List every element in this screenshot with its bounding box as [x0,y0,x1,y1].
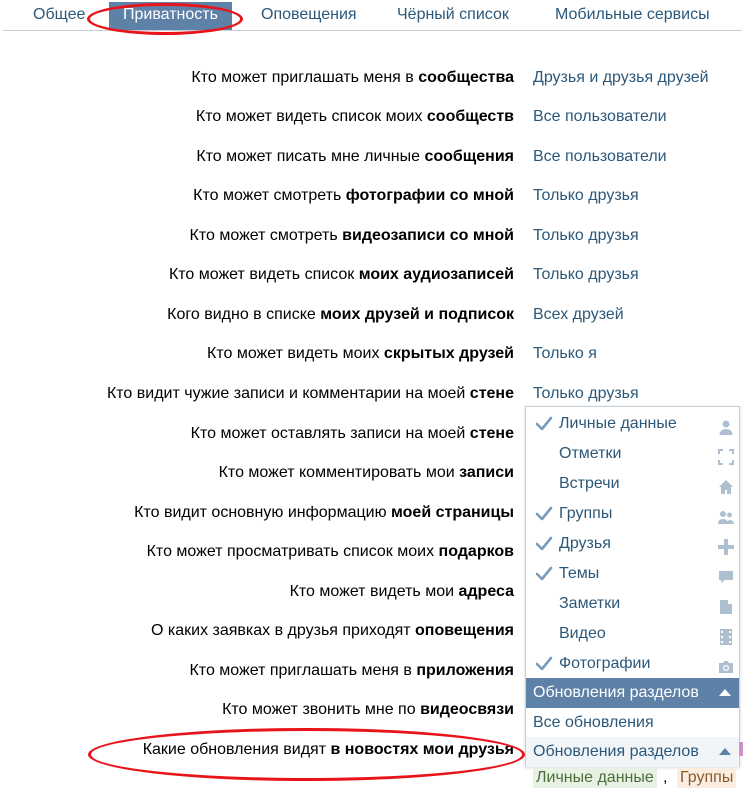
row-label-bold: фотографии со мной [345,187,514,204]
row-label [134,503,514,523]
row-label [107,384,514,404]
group-icon [718,506,734,522]
dropdown-item[interactable] [526,529,739,559]
dropdown-item[interactable] [526,409,739,439]
option-label: Обновления разделов [533,743,699,760]
row-label-text: Кто может видеть мои [289,583,459,600]
row-label-text: Кто видит основную информацию [134,504,392,521]
row-label [169,265,514,285]
row-label [147,542,514,562]
row-label-bold: видеосвязи [420,701,514,718]
dropdown-item[interactable] [526,499,739,529]
collapse-arrow-icon[interactable] [719,689,731,696]
option-section-updates[interactable] [526,737,739,767]
row-label-bold: подарков [438,543,514,560]
row-label-bold: сообщества [418,69,514,86]
dropdown-header[interactable] [526,678,739,708]
house-icon [718,476,734,492]
row-label-bold: приложения [416,662,514,679]
dropdown-item[interactable] [526,559,739,589]
tab-notifications[interactable]: Оповещения [261,6,357,23]
person-icon [718,416,734,432]
dropdown-item-label: Встречи [559,475,620,492]
chip-separator: , [663,769,668,786]
option-all-updates[interactable] [526,708,739,738]
row-label-text: Кто может звонить мне по [222,701,421,718]
dropdown-item-label: Личные данные [559,415,677,432]
row-value-link[interactable]: Только друзья [533,266,639,283]
row-label-bold: моих аудиозаписей [358,266,514,283]
row-value-link[interactable]: Только друзья [533,227,639,244]
row-label [196,147,514,167]
row-label-bold: оповещения [415,622,514,639]
frame-corners-icon [718,446,734,462]
row-label-text: Какие обновления видят [142,741,331,758]
row-label-text: Кто может смотреть [189,227,343,244]
row-label-bold: сообществ [426,108,514,125]
row-label [219,463,514,483]
row-label-bold: стене [469,385,514,402]
row-value-link[interactable]: Всех друзей [533,306,624,323]
row-label [191,68,514,88]
row-label [189,661,514,681]
row-label [143,740,514,760]
chip-personal-data[interactable]: Личные данные [533,768,657,788]
row-label-bold: моей страницы [391,504,514,521]
dropdown-item[interactable] [526,439,739,469]
row-label-text: Кто может видеть моих [207,345,384,362]
dropdown-item[interactable] [526,589,739,619]
row-label-bold: моих друзей и подписок [320,306,514,323]
row-label [290,582,514,602]
row-value-link[interactable]: Все пользователи [533,148,667,165]
dropdown-item-label: Друзья [559,535,611,552]
row-label [207,344,514,364]
checkmark-icon [535,529,553,559]
row-label-text: Кто может просматривать список моих [146,543,439,560]
row-value-link[interactable]: Только я [533,345,597,362]
row-label-text: Кто может видеть список [168,266,359,283]
row-value-link[interactable]: Только друзья [533,385,639,402]
tab-privacy[interactable]: Приватность [109,2,232,30]
row-label [190,226,514,246]
checkmark-icon [535,649,553,679]
tabs-divider [3,30,742,31]
row-label-text: О каких заявках в друзья приходят [150,622,416,639]
dropdown-item-label: Фотографии [559,655,651,672]
row-label-text: Кто может оставлять записи на моей [190,425,470,442]
plus-icon [718,536,734,552]
row-label [191,424,514,444]
row-label-text: Кто может приглашать меня в [189,662,417,679]
row-label [222,700,514,720]
dropdown-item-label: Группы [559,505,613,522]
row-label-bold: адреса [458,583,514,600]
settings-tabs [0,0,745,31]
updates-sections-dropdown [525,406,740,767]
row-label-text: Кто может комментировать мои [218,464,460,481]
row-label-bold: скрытых друзей [383,345,514,362]
film-strip-icon [718,626,734,642]
row-label-text: Кого видно в списке [167,306,321,323]
dropdown-item[interactable] [526,469,739,499]
option-label: Все обновления [533,714,654,731]
tab-blacklist[interactable]: Чёрный список [397,6,509,23]
row-label-text: Кто может приглашать меня в [191,69,419,86]
checkmark-icon [535,499,553,529]
row-value-link[interactable]: Друзья и друзья друзей [533,69,709,86]
row-label [196,107,514,127]
note-page-icon [718,596,734,612]
dropdown-arrow-icon[interactable] [719,748,731,755]
row-label-text: Кто может писать мне личные [196,148,425,165]
speech-bubble-icon [718,566,734,582]
dropdown-item[interactable] [526,619,739,649]
row-label-text: Кто может видеть список моих [195,108,427,125]
dropdown-item-label: Заметки [559,595,621,612]
row-label-bold: видеозаписи со мной [342,227,514,244]
tab-general[interactable]: Общее [33,6,86,23]
dropdown-header-label: Обновления разделов [533,684,699,701]
decorative-marker [739,742,743,756]
row-label-text: Кто видит чужие записи и комментарии на моей [106,385,470,402]
row-label [193,186,514,206]
dropdown-item-label: Видео [559,625,606,642]
row-label-bold: в новостях мои друзья [330,741,514,758]
row-label-bold: стене [469,425,514,442]
camera-icon [718,656,734,672]
checkmark-icon [535,559,553,589]
row-value-link[interactable]: Все пользователи [533,108,667,125]
dropdown-item-label: Отметки [559,445,622,462]
dropdown-item-label: Темы [559,565,600,582]
row-label-text: Кто может смотреть [193,187,346,204]
row-label-bold: записи [459,464,514,481]
row-label [151,621,514,641]
row-value-link[interactable]: Только друзья [533,187,639,204]
chip-groups[interactable]: Группы [677,768,736,788]
dropdown-item[interactable] [526,649,739,679]
tab-mobile-services[interactable]: Мобильные сервисы [555,6,710,23]
row-label-bold: сообщения [424,148,514,165]
checkmark-icon [535,409,553,439]
row-label [167,305,514,325]
